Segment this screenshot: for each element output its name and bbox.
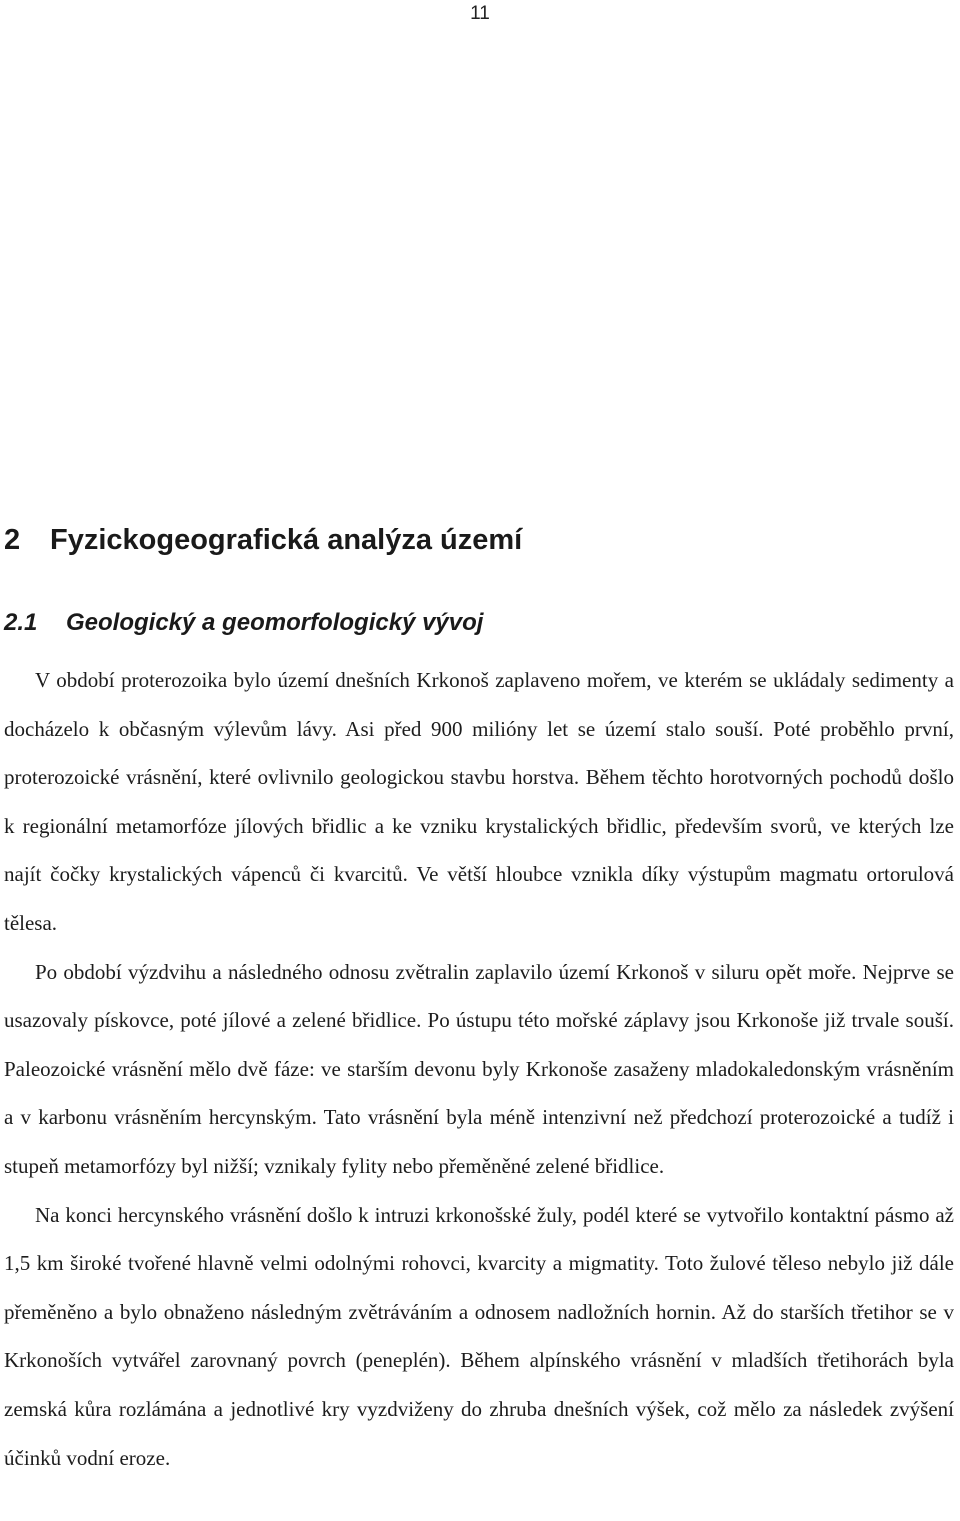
body-text xyxy=(4,656,954,1482)
chapter-number: 2 xyxy=(4,524,21,556)
paragraph-3: Na konci hercynského vrásnění došlo k intruzi krkonošské žuly, podél které se vytvořilo kontaktní pásmo až 1,5 km široké tvořené hlavně velmi odolnými rohovci, kvarcity a migmatity. Toto žulové těleso nebylo již dále přeměněno a bylo obnaženo následným zvětráváním a odnosem nadložních hornin. Až do starších třetihor se v Krkonoších vytvářel zarovnaný povrch (peneplén). Během alpínského vrásnění v mladších třetihorách byla zemská kůra rozlámána a jednotlivé kry vyzdviženy do zhruba dnešních výšek, což mělo za následek zvýšení účinků vodní eroze. xyxy=(4,1202,954,1470)
page-number: 11 xyxy=(470,3,490,24)
section-title: Geologický a geomorfologický vývoj xyxy=(66,609,484,636)
chapter-title: Fyzickogeografická analýza území xyxy=(50,524,523,556)
section-heading xyxy=(4,606,483,640)
section-number: 2.1 xyxy=(4,609,38,636)
chapter-heading xyxy=(4,520,522,560)
paragraph-1: V období proterozoika bylo území dnešních Krkonoš zaplaveno mořem, ve kterém se ukládaly sedimenty a docházelo k občasným výlevům lávy. Asi před 900 milióny let se území stalo souší. Poté proběhlo první, proterozoické vrásnění, které ovlivnilo geologickou stavbu horstva. Během těchto horotvorných pochodů došlo k regionální metamorfóze jílových břidlic a ke vzniku krystalických břidlic, především svorů, ve kterých lze najít čočky krystalických vápenců či kvarcitů. Ve větší hloubce vznikla díky výstupům magmatu ortorulová tělesa. xyxy=(4,668,954,935)
paragraph-2: Po období výzdvihu a následného odnosu zvětralin zaplavilo území Krkonoš v siluru opět moře. Nejprve se usazovaly pískovce, poté jílové a zelené břidlice. Po ústupu této mořské záplavy jsou Krkonoše již trvale souší. Paleozoické vrásnění mělo dvě fáze: ve starším devonu byly Krkonoše zasaženy mladokaledonským vrásněním a v karbonu vrásněním hercynským. Tato vrásnění byla méně intenzivní než předchozí proterozoické a tudíž i stupeň metamorfózy byl nižší; vznikaly fylity nebo přeměněné zelené břidlice. xyxy=(4,959,954,1178)
